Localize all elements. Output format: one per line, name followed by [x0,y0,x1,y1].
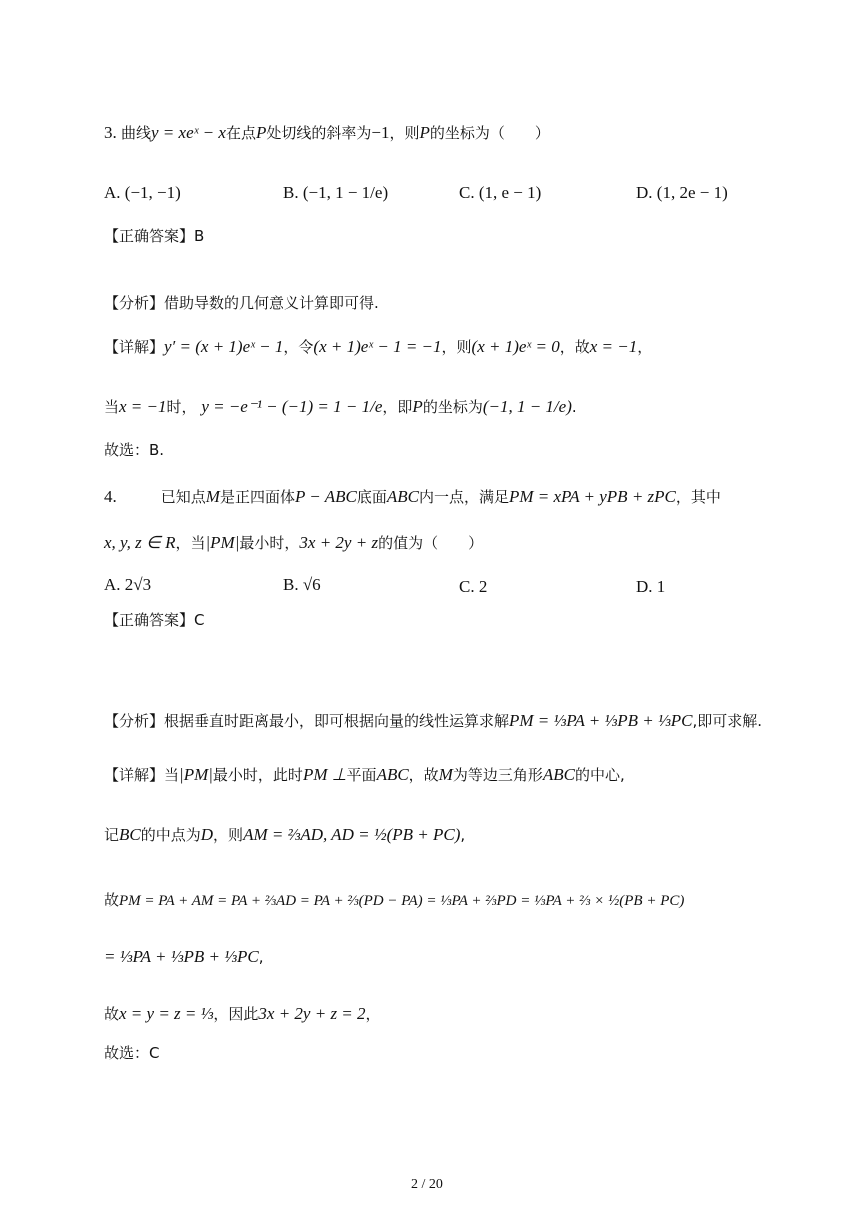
q3-option-c: C. (1, e − 1) [459,183,542,202]
q4-detail-line2: 记BC的中点为D，则AM = ⅔AD, AD = ½(PB + PC), [104,825,466,844]
q3-analysis: 【分析】借助导数的几何意义计算即可得. [104,294,379,312]
q3-answer: 【正确答案】B [104,227,205,245]
q4-option-c: C. 2 [459,577,488,596]
q4-option-a: A. 2√3 [104,575,152,594]
q3-choose: 故选：B. [104,441,165,459]
q3-stem: 3. 曲线y = xeˣ − x在点P处切线的斜率为−1，则P的坐标为（ ） [104,123,550,142]
q3-option-d: D. (1, 2e − 1) [636,183,728,202]
q4-stem: 4. 已知点M是正四面体P − ABC底面ABC内一点，满足PM = xPA + yPB + zPC，其中 [104,487,721,506]
q4-detail-line5: 故x = y = z = ⅓，因此3x + 2y + z = 2， [104,1004,381,1023]
q3-option-a: A. (−1, −1) [104,183,181,202]
q3-detail-line2: 当x = −1时， y = −e⁻¹ − (−1) = 1 − 1/e，即P的坐标为(−1, 1 − 1/e). [104,397,577,416]
q4-detail-line4: = ⅓PA + ⅓PB + ⅓PC, [104,947,264,966]
q4-choose: 故选：C [104,1044,160,1062]
q4-detail-line3: 故PM = PA + AM = PA + ⅔AD = PA + ⅔(PD − PA) = ⅓PA + ⅔PD = ⅓PA + ⅔ × ½(PB + PC) [104,891,685,909]
q4-detail-line1: 【详解】当|PM|最小时，此时PM ⊥平面ABC，故M为等边三角形ABC的中心, [104,765,625,784]
q3-option-b: B. (−1, 1 − 1/e) [283,183,389,202]
q3-number: 3. [104,123,121,142]
q3-curve-eq: y = xeˣ − x [151,123,226,142]
q4-answer: 【正确答案】C [104,611,205,629]
q4-analysis: 【分析】根据垂直时距离最小，即可根据向量的线性运算求解PM = ⅓PA + ⅓PB + ⅓PC,即可求解. [104,711,763,730]
q4-stem-line2: x, y, z ∈ R，当|PM|最小时，3x + 2y + z的值为（ ） [104,533,484,552]
q3-detail-line1: 【详解】y′ = (x + 1)eˣ − 1，令(x + 1)eˣ − 1 = −1，则(x + 1)eˣ = 0，故x = −1， [104,337,653,356]
q4-option-d: D. 1 [636,577,666,596]
page-number: 2 / 20 [411,1177,443,1192]
q4-option-b: B. √6 [283,575,321,594]
q4-number: 4. [104,487,117,506]
